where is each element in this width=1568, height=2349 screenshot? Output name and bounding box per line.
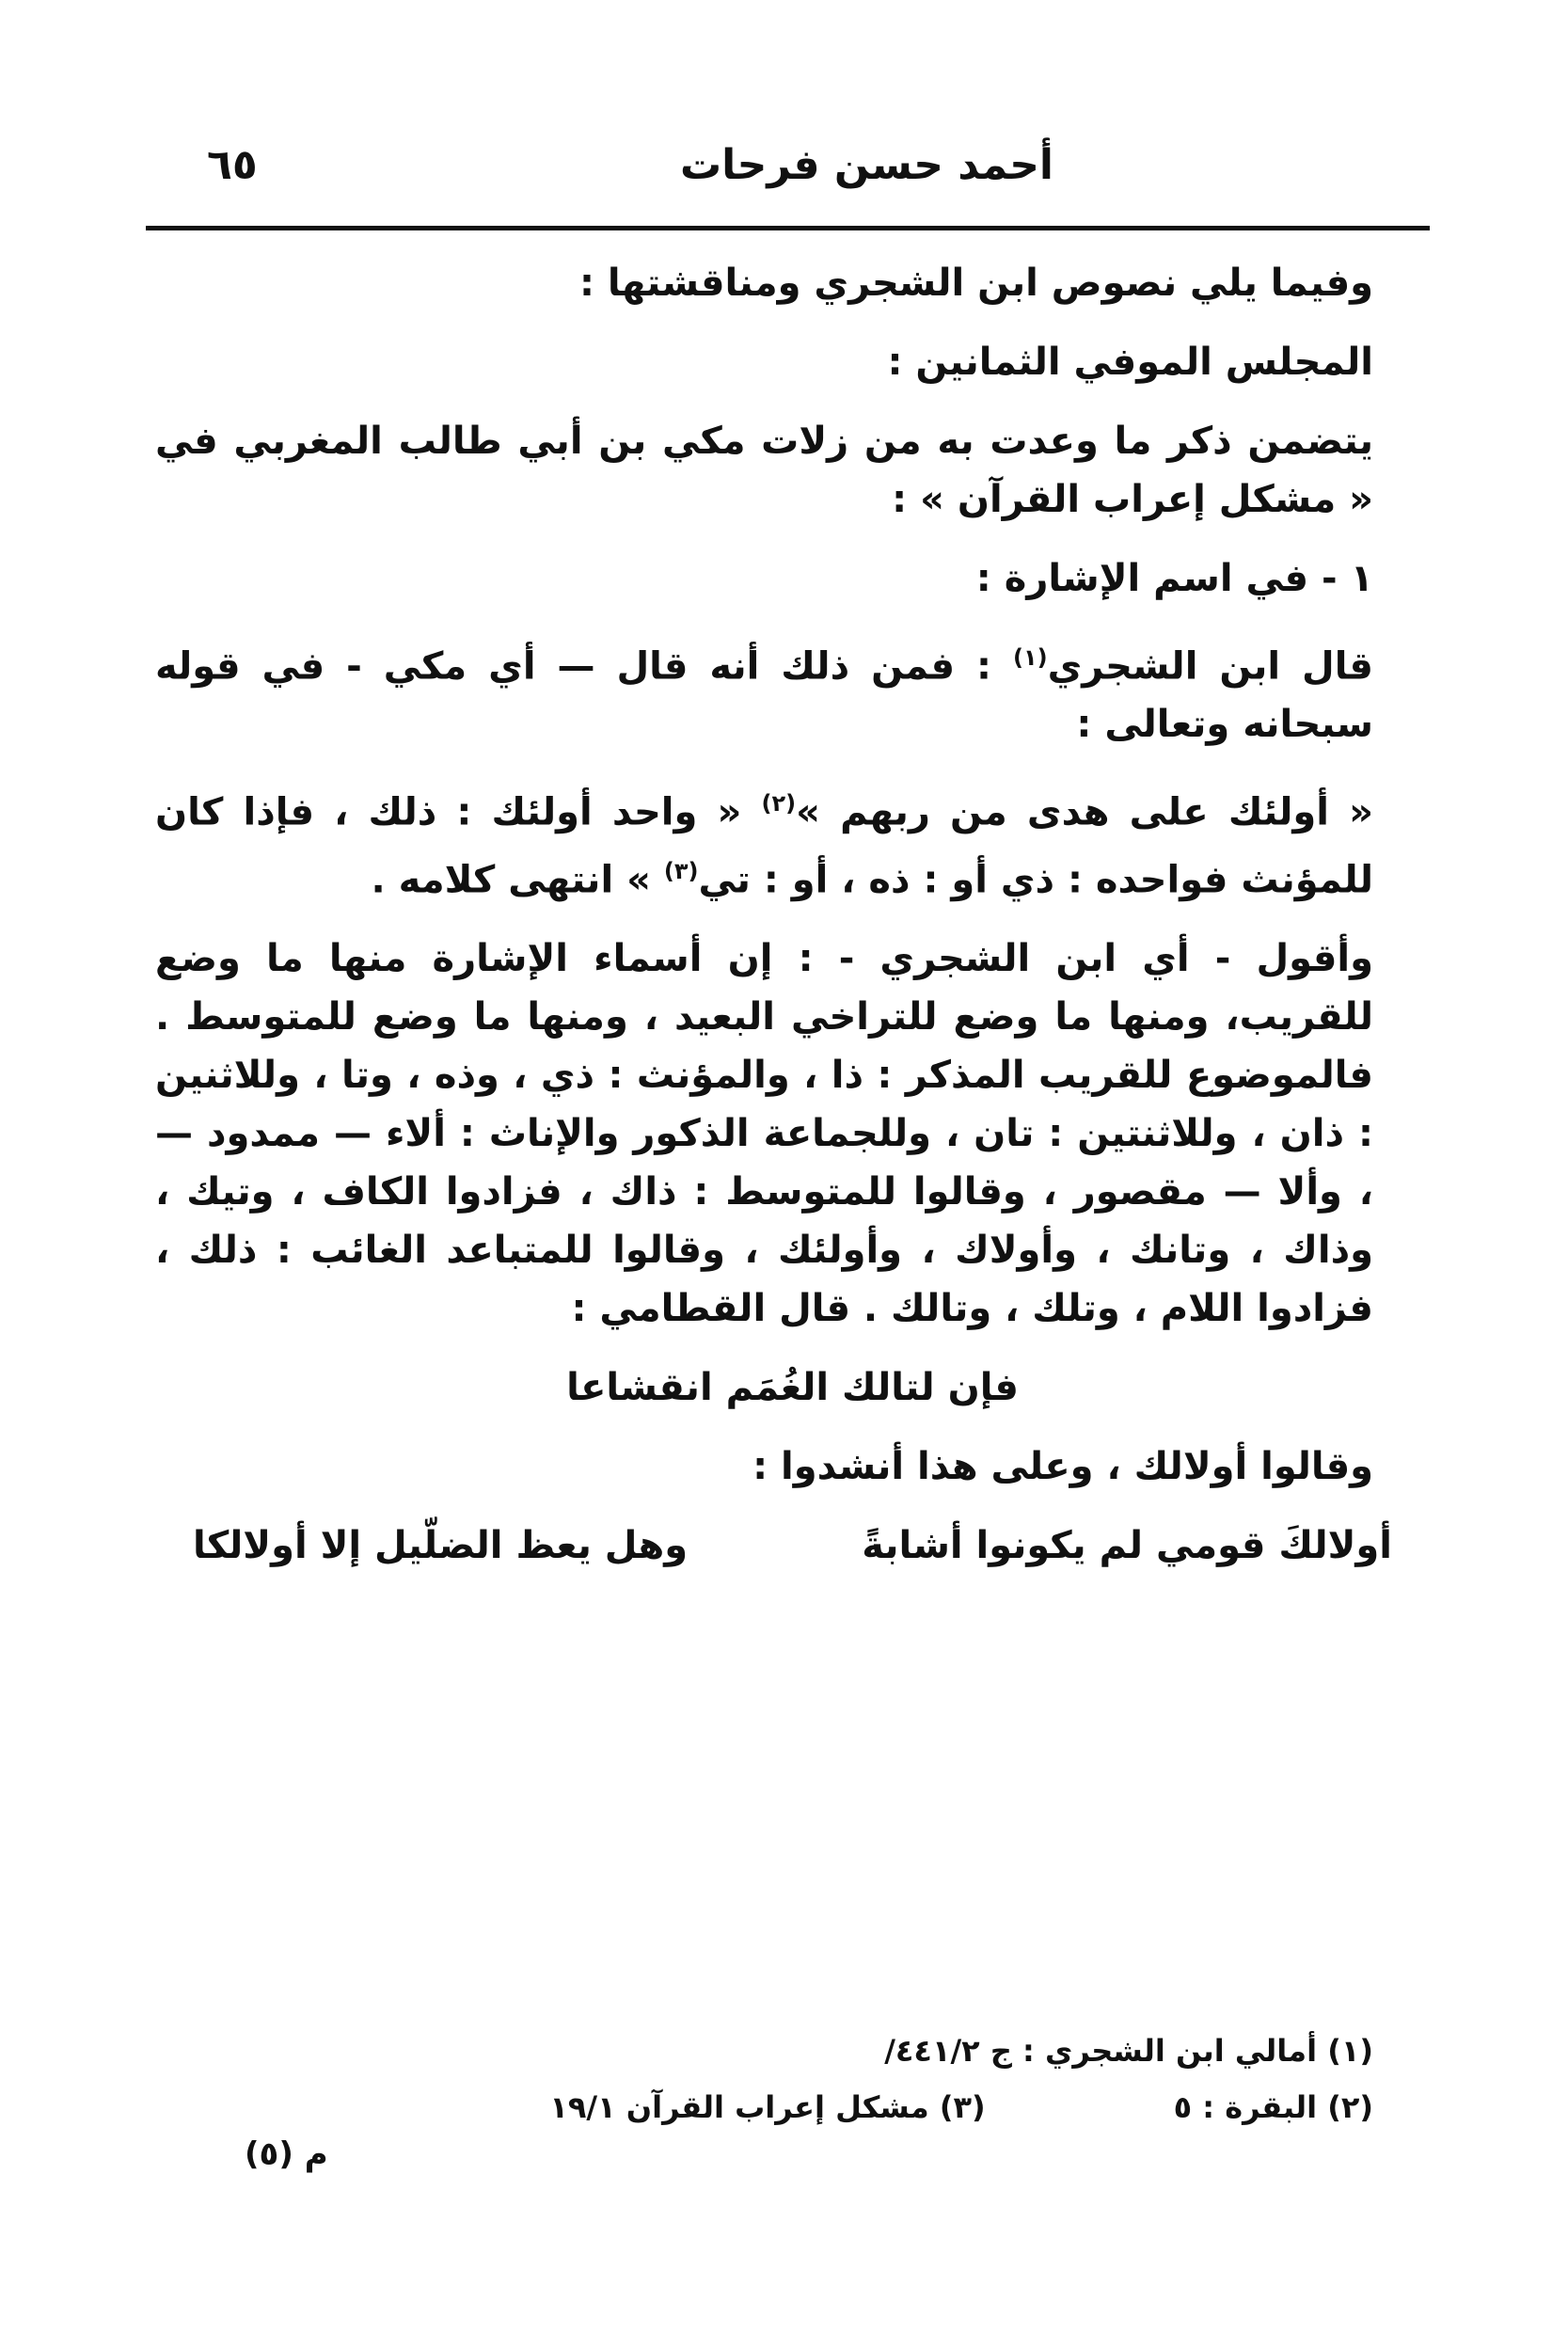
intro-line: وفيما يلي نصوص ابن الشجري ومناقشتها : xyxy=(578,262,1373,305)
quote-intro-rest: : فمن ذلك أنه قال — أي مكي - في قوله سبحانه وتعالى : xyxy=(155,644,1373,747)
footnote-1: (١) أمالي ابن الشجري : ج ٤٤١/٢/ xyxy=(884,2033,1373,2069)
quote-paragraph xyxy=(155,774,1430,909)
discussion-paragraph: وأقول - أي ابن الشجري - : إن أسماء الإشارة منها ما وضع للقريب، ومنها ما وضع للتراخي البعيد ، ومنها ما وضع للمتوسط . فالموضوع للقريب المذكر : ذا ، والمؤنث : ذي ، وذه ، وتا ، وللاثنين : ذان ، وللاثنتين : تان ، وللجماعة الذكور والإناث : ألاء — ممدود — ، وألا — مقصور ، وقالوا للمتوسط : ذاك ، فزادوا الكاف ، وتيك ، وذاك ، وتانك ، وأولاك ، وأولئك ، وقالوا للمتباعد الغائب : ذلك ، فزادوا اللام ، وتلك ، وتالك . قال القطامي : xyxy=(155,936,1373,1330)
footnote-ref-1[interactable]: (١) xyxy=(1013,644,1048,671)
footnote-2: (٢) البقرة : ٥ xyxy=(1173,2089,1373,2125)
verse-second-half: وهل يعظ الضلّيل إلا أولالكا xyxy=(193,1523,689,1567)
verse-first-half: أولالكَ قومي لم يكونوا أشابةً xyxy=(862,1523,1392,1567)
running-header xyxy=(150,141,1430,216)
quote-end: » انتهى كلامه . xyxy=(371,857,651,901)
item-heading: ١ - في اسم الإشارة : xyxy=(975,557,1373,600)
footnotes xyxy=(226,2023,1373,2135)
quote-intro-text: قال ابن الشجري xyxy=(1047,644,1373,689)
main-text xyxy=(155,254,1430,1575)
footnote-3: (٣) مشكل إعراب القرآن ١٩/١ xyxy=(549,2089,986,2125)
author-name: أحمد حسن فرحات xyxy=(679,141,1053,189)
poem-hemistich: فإن لتالك الغُمَم انقشاعا xyxy=(566,1365,1019,1409)
footnote-ref-2[interactable]: (٢) xyxy=(761,790,797,817)
footnote-row xyxy=(226,2079,1373,2135)
footnote-ref-3[interactable]: (٣) xyxy=(663,857,699,884)
quote-text: « واحد أولئك : ذلك ، فإذا كان للمؤنث فواحده : ذي أو : ذه ، أو : تي xyxy=(155,790,1373,901)
signature-mark: م (٥) xyxy=(245,2135,328,2173)
section-description: يتضمن ذكر ما وعدت به من زلات مكي بن أبي طالب المغربي في « مشكل إعراب القرآن » : xyxy=(155,420,1373,521)
section-title: المجلس الموفي الثمانين : xyxy=(887,341,1373,384)
quote-intro xyxy=(155,628,1430,754)
quran-quote: « أولئك على هدى من ربهم » xyxy=(796,790,1373,834)
poem-intro: وقالوا أولالك ، وعلى هذا أنشدوا : xyxy=(752,1444,1373,1488)
poem-verse xyxy=(155,1516,1430,1575)
header-rule xyxy=(146,226,1430,230)
page-number: ٦٥ xyxy=(207,141,258,189)
